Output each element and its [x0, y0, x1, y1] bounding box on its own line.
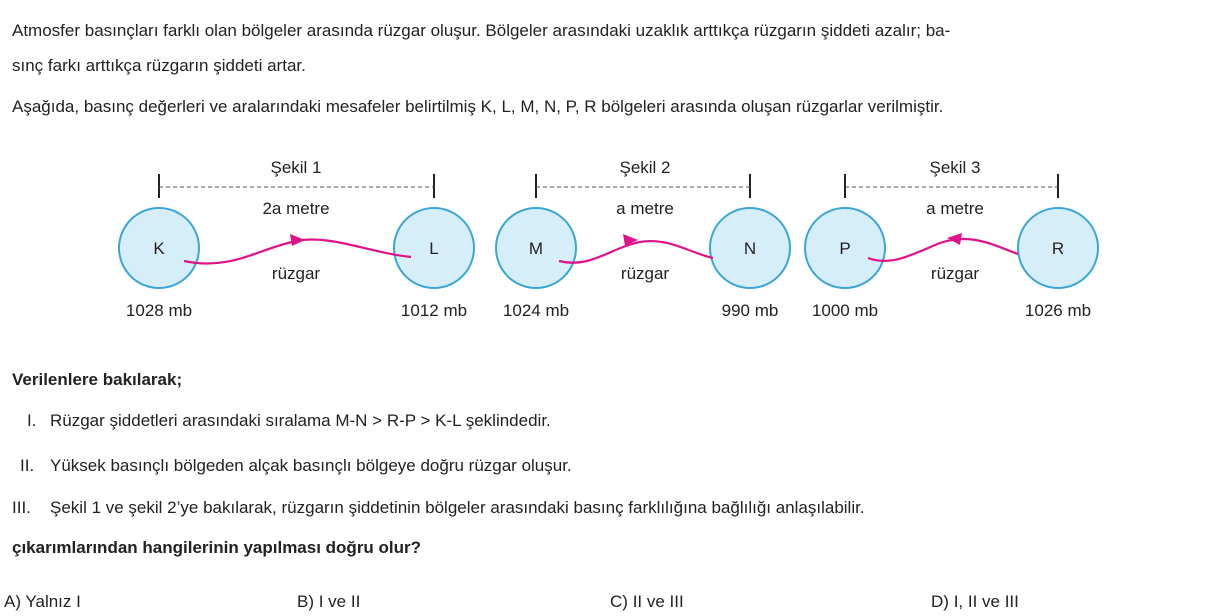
figure-title: Şekil 2 [619, 158, 671, 177]
statement-text: Rüzgar şiddetleri arasındaki sıralama M-N > R-P > K-L şeklindedir. [50, 411, 551, 430]
wind-label: rüzgar [930, 264, 980, 283]
figure-1 [119, 158, 474, 320]
option-letter: B) [297, 592, 314, 611]
intro-line-3: Aşağıda, basınç değerleri ve aralarındaki mesafeler belirtilmiş K, L, M, N, P, R bölgeleri arasında oluşan rüzgarlar verilmiştir. [12, 97, 944, 116]
statement-number: III. [12, 498, 31, 517]
option-text: I, II ve III [953, 592, 1019, 611]
option-b[interactable] [297, 591, 360, 613]
wind-curve [559, 241, 713, 263]
pressure-label: 990 mb [721, 301, 779, 320]
option-text: II ve III [632, 592, 684, 611]
pressure-wind-figure [0, 150, 1210, 330]
region-name: R [1051, 239, 1065, 258]
pressure-label: 1000 mb [811, 301, 879, 320]
distance-label: a metre [616, 199, 674, 218]
region-name: M [528, 239, 544, 258]
pressure-label: 1026 mb [1024, 301, 1092, 320]
option-letter: D) [931, 592, 949, 611]
region-name: P [839, 239, 851, 258]
option-a[interactable] [4, 591, 81, 613]
region-name: N [743, 239, 757, 258]
figure-title: Şekil 3 [929, 158, 981, 177]
region-name: L [429, 239, 439, 258]
option-c[interactable] [610, 591, 684, 613]
figure-title: Şekil 1 [270, 158, 322, 177]
statement-text: Yüksek basınçlı bölgeden alçak basınçlı bölgeye doğru rüzgar oluşur. [50, 456, 572, 475]
wind-label: rüzgar [271, 264, 321, 283]
wind-curve [868, 239, 1018, 261]
wind-label: rüzgar [620, 264, 670, 283]
pressure-label: 1012 mb [400, 301, 468, 320]
wind-arrow-icon [290, 234, 305, 246]
pressure-label: 1024 mb [502, 301, 570, 320]
question-prompt: çıkarımlarından hangilerinin yapılması doğru olur? [12, 538, 422, 557]
distance-label: a metre [926, 199, 984, 218]
option-text: Yalnız I [25, 592, 81, 611]
intro-line-2: sınç farkı arttıkça rüzgarın şiddeti artar. [12, 56, 306, 75]
figure-2 [496, 158, 790, 320]
intro-line-1: Atmosfer basınçları farklı olan bölgeler arasında rüzgar oluşur. Bölgeler arasındaki uzaklık arttıkça rüzgarın şiddeti azalır; ba- [12, 21, 951, 40]
question-lead: Verilenlere bakılarak; [12, 370, 183, 389]
statement-number: I. [27, 411, 37, 430]
option-letter: A) [4, 592, 21, 611]
option-text: I ve II [318, 592, 361, 611]
option-letter: C) [610, 592, 628, 611]
distance-label: 2a metre [262, 199, 330, 218]
statement-number: II. [20, 456, 35, 475]
pressure-label: 1028 mb [125, 301, 193, 320]
statement-text: Şekil 1 ve şekil 2’ye bakılarak, rüzgarın şiddetinin bölgeler arasındaki basınç farklılığına bağlılığı anlaşılabilir. [50, 498, 865, 517]
wind-arrow-icon [947, 233, 962, 245]
region-name: K [153, 239, 165, 258]
figure-3 [805, 158, 1098, 320]
option-d[interactable] [931, 591, 1019, 613]
